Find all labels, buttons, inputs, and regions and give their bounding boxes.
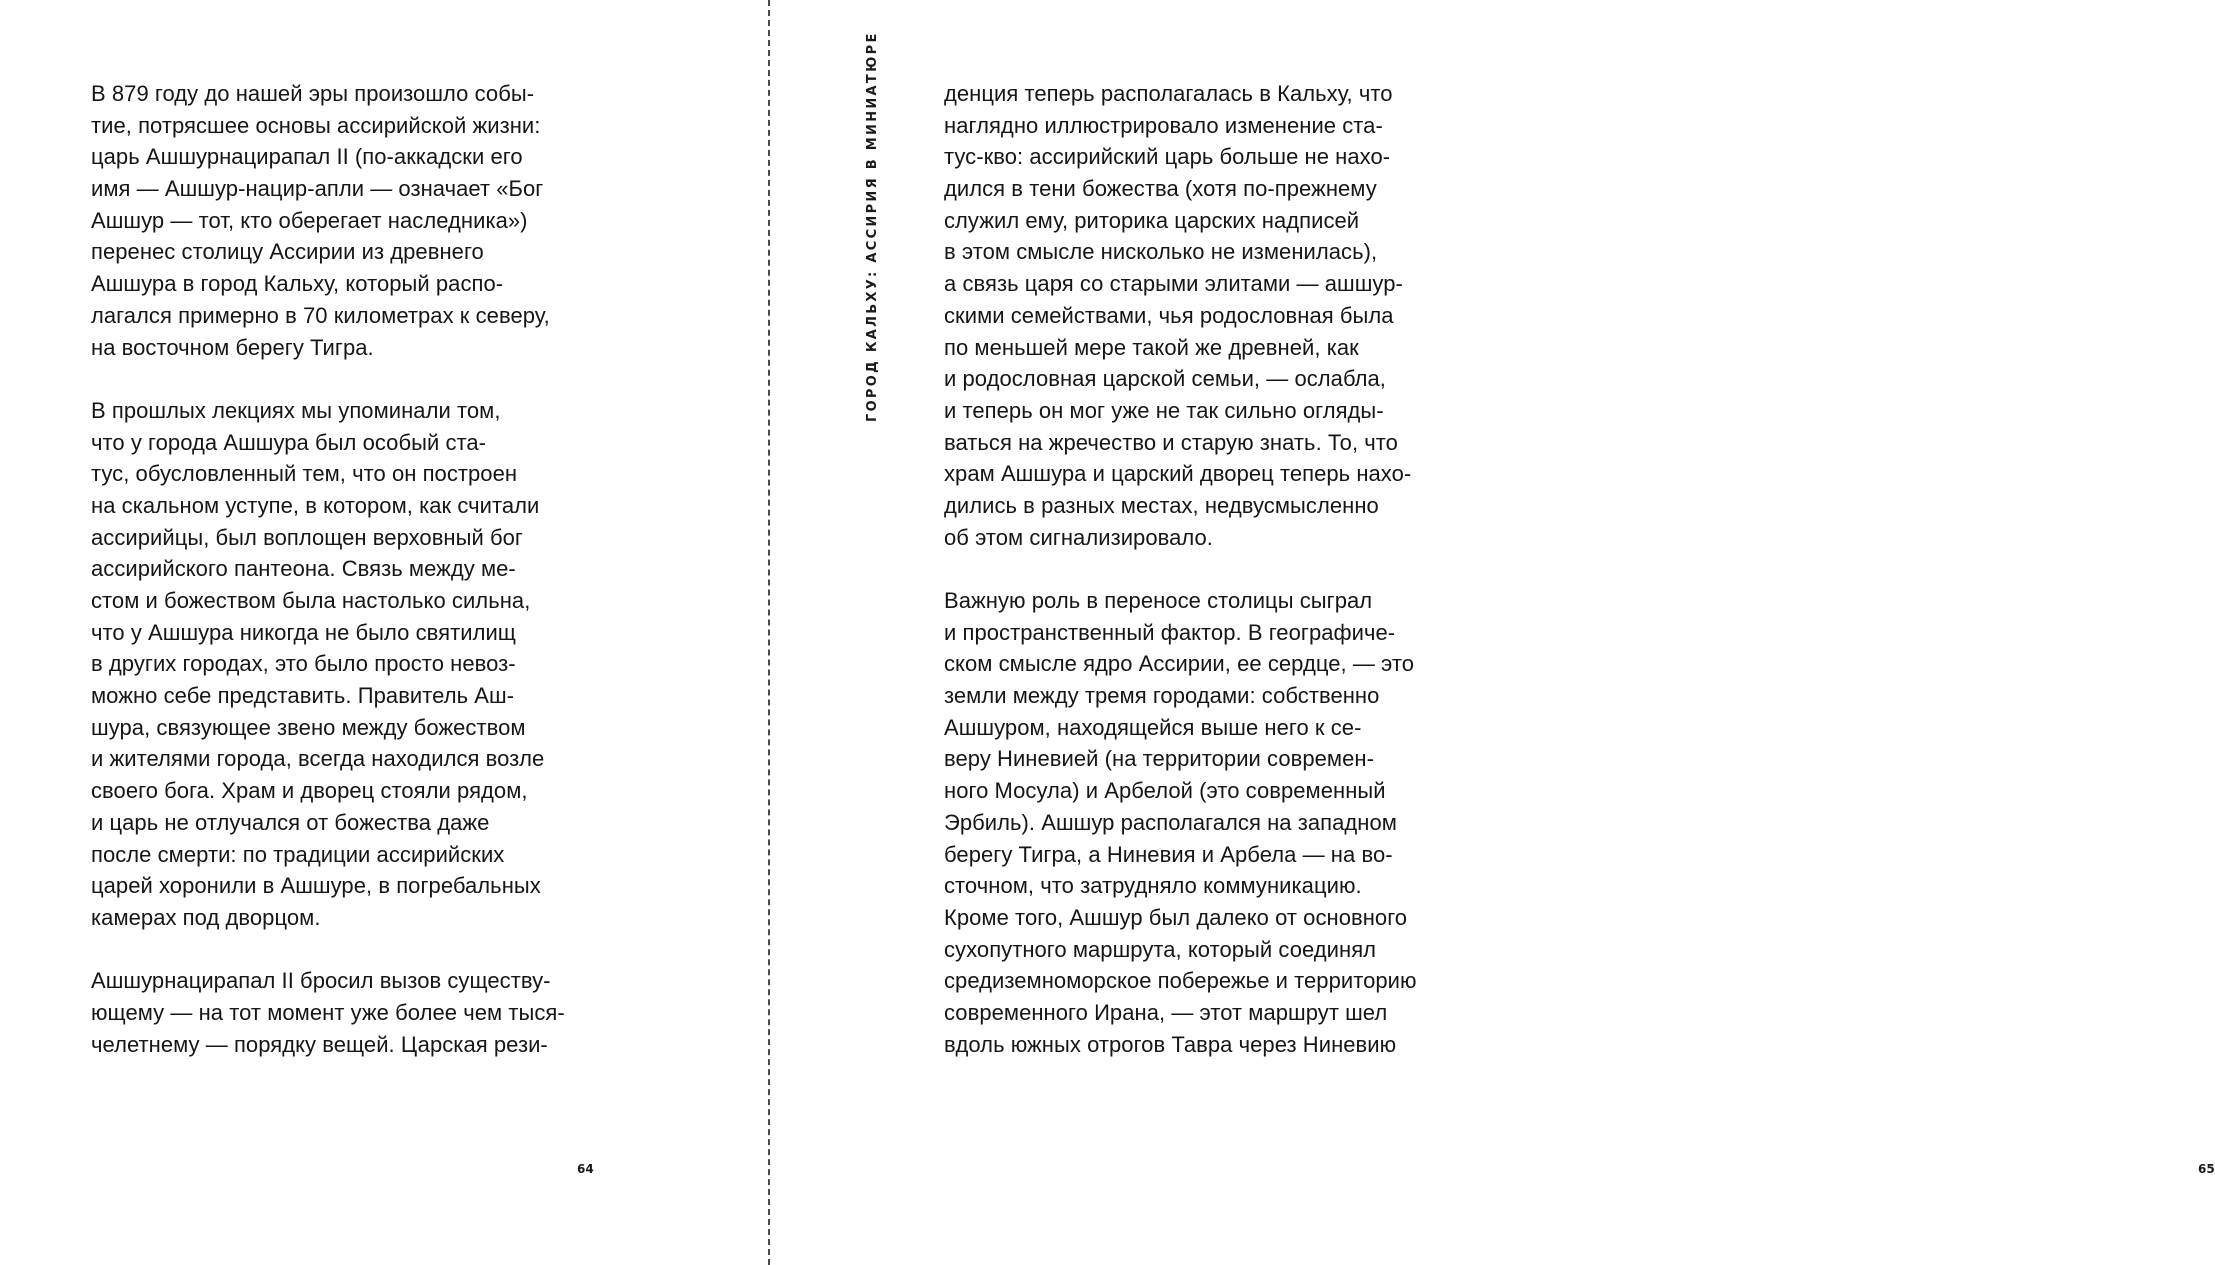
text-line: Ашшур — тот, кто оберегает наследника»)	[91, 207, 528, 233]
text-line: служил ему, риторика царских надписей	[944, 207, 1360, 233]
text-line: Эрбиль). Ашшур располагался на западном	[944, 809, 1397, 835]
text-line: тие, потрясшее основы ассирийской жизни:	[91, 112, 541, 138]
text-line: и пространственный фактор. В географиче-	[944, 619, 1396, 645]
right-text-column	[944, 78, 1464, 1060]
text-line: тус-кво: ассирийский царь больше не нахо-	[944, 144, 1391, 170]
text-line: челетнему — порядку вещей. Царская рези-	[91, 1031, 548, 1057]
text-line: ющему — на тот момент уже более чем тыся-	[91, 999, 565, 1025]
text-line: сухопутного маршрута, который соединял	[944, 936, 1377, 962]
text-line: своего бога. Храм и дворец стояли рядом,	[91, 778, 528, 804]
text-line: шура, связующее звено между божеством	[91, 714, 526, 740]
right-page-number: 65	[2198, 1162, 2215, 1176]
text-line: Важную роль в переносе столицы сыграл	[944, 588, 1373, 613]
text-line: современного Ирана, — этот маршрут шел	[944, 999, 1388, 1025]
text-line: ного Мосула) и Арбелой (это современный	[944, 778, 1386, 804]
text-line: а связь царя со старыми элитами — ашшур-	[944, 271, 1403, 297]
text-line: после смерти: по традиции ассирийских	[91, 841, 505, 867]
text-line: Ашшура в город Кальху, который распо-	[91, 271, 504, 297]
text-line: что у Ашшура никогда не было святилищ	[91, 619, 516, 645]
paragraph-gap	[944, 553, 1464, 585]
text-line: ассирийцы, был воплощен верховный бог	[91, 524, 524, 550]
left-page	[0, 0, 768, 1265]
text-line: лагался примерно в 70 километрах к северу,	[91, 302, 550, 328]
text-line: в этом смысле нисколько не изменилась),	[944, 239, 1378, 265]
text-line: Кроме того, Ашшур был далеко от основного	[944, 904, 1408, 930]
text-line: храм Ашшура и царский дворец теперь нахо-	[944, 461, 1412, 487]
text-line: вдоль южных отрогов Тавра через Ниневию	[944, 1031, 1397, 1057]
text-line: стом и божеством была настолько сильна,	[91, 588, 531, 613]
text-line: и царь не отлучался от божества даже	[91, 809, 490, 835]
text-line: в других городах, это было просто невоз-	[91, 651, 516, 677]
text-line: наглядно иллюстрировало изменение ста-	[944, 112, 1383, 138]
text-line: дился в тени божества (хотя по-прежнему	[944, 176, 1377, 202]
left-page-number: 64	[577, 1162, 594, 1176]
text-line: имя — Ашшур-нацир-апли — означает «Бог	[91, 176, 544, 202]
text-line: тус, обусловленный тем, что он построен	[91, 461, 518, 487]
text-line: В 879 году до нашей эры произошло собы-	[91, 81, 535, 106]
paragraph-gap	[91, 934, 611, 966]
text-line: ваться на жречество и старую знать. То, что	[944, 429, 1398, 455]
text-line: на восточном берегу Тигра.	[91, 334, 374, 360]
text-line: камерах под дворцом.	[91, 904, 321, 930]
running-head: ГОРОД КАЛЬХУ: АССИРИЯ В МИНИАТЮРЕ	[865, 31, 880, 422]
text-line: Ашшурнацирапал II бросил вызов существу-	[91, 968, 551, 994]
text-line: ском смысле ядро Ассирии, ее сердце, — это	[944, 651, 1415, 677]
text-line: средиземноморское побережье и территорию	[944, 968, 1417, 994]
paragraph-gap	[91, 363, 611, 395]
text-line: и теперь он мог уже не так сильно огляды-	[944, 397, 1384, 423]
text-line: дились в разных местах, недвусмысленно	[944, 492, 1379, 518]
text-line: и жителями города, всегда находился возле	[91, 746, 545, 772]
text-line: скими семействами, чья родословная была	[944, 302, 1394, 328]
text-line: царь Ашшурнацирапал II (по-аккадски его	[91, 144, 523, 170]
text-line: перенес столицу Ассирии из древнего	[91, 239, 484, 265]
text-line: что у города Ашшура был особый ста-	[91, 429, 487, 455]
text-line: берегу Тигра, а Ниневия и Арбела — на во-	[944, 841, 1393, 867]
text-line: царей хоронили в Ашшуре, в погребальных	[91, 873, 541, 899]
text-line: ассирийского пантеона. Связь между ме-	[91, 556, 516, 582]
text-line: можно себе представить. Правитель Аш-	[91, 683, 515, 709]
text-line: на скальном уступе, в котором, как считали	[91, 492, 540, 518]
text-line: Ашшуром, находящейся выше него к се-	[944, 714, 1362, 740]
text-line: веру Ниневией (на территории современ-	[944, 746, 1374, 772]
text-line: об этом сигнализировало.	[944, 524, 1213, 550]
text-line: В прошлых лекциях мы упоминали том,	[91, 397, 501, 423]
text-line: земли между тремя городами: собственно	[944, 683, 1380, 709]
text-line: и родословная царской семьи, — ослабла,	[944, 366, 1386, 392]
text-line: по меньшей мере такой же древней, как	[944, 334, 1359, 360]
right-page	[770, 0, 2215, 1265]
text-line: сточном, что затрудняло коммуникацию.	[944, 873, 1362, 899]
left-text-column	[91, 78, 611, 1060]
text-line: денция теперь располагалась в Кальху, что	[944, 81, 1393, 106]
